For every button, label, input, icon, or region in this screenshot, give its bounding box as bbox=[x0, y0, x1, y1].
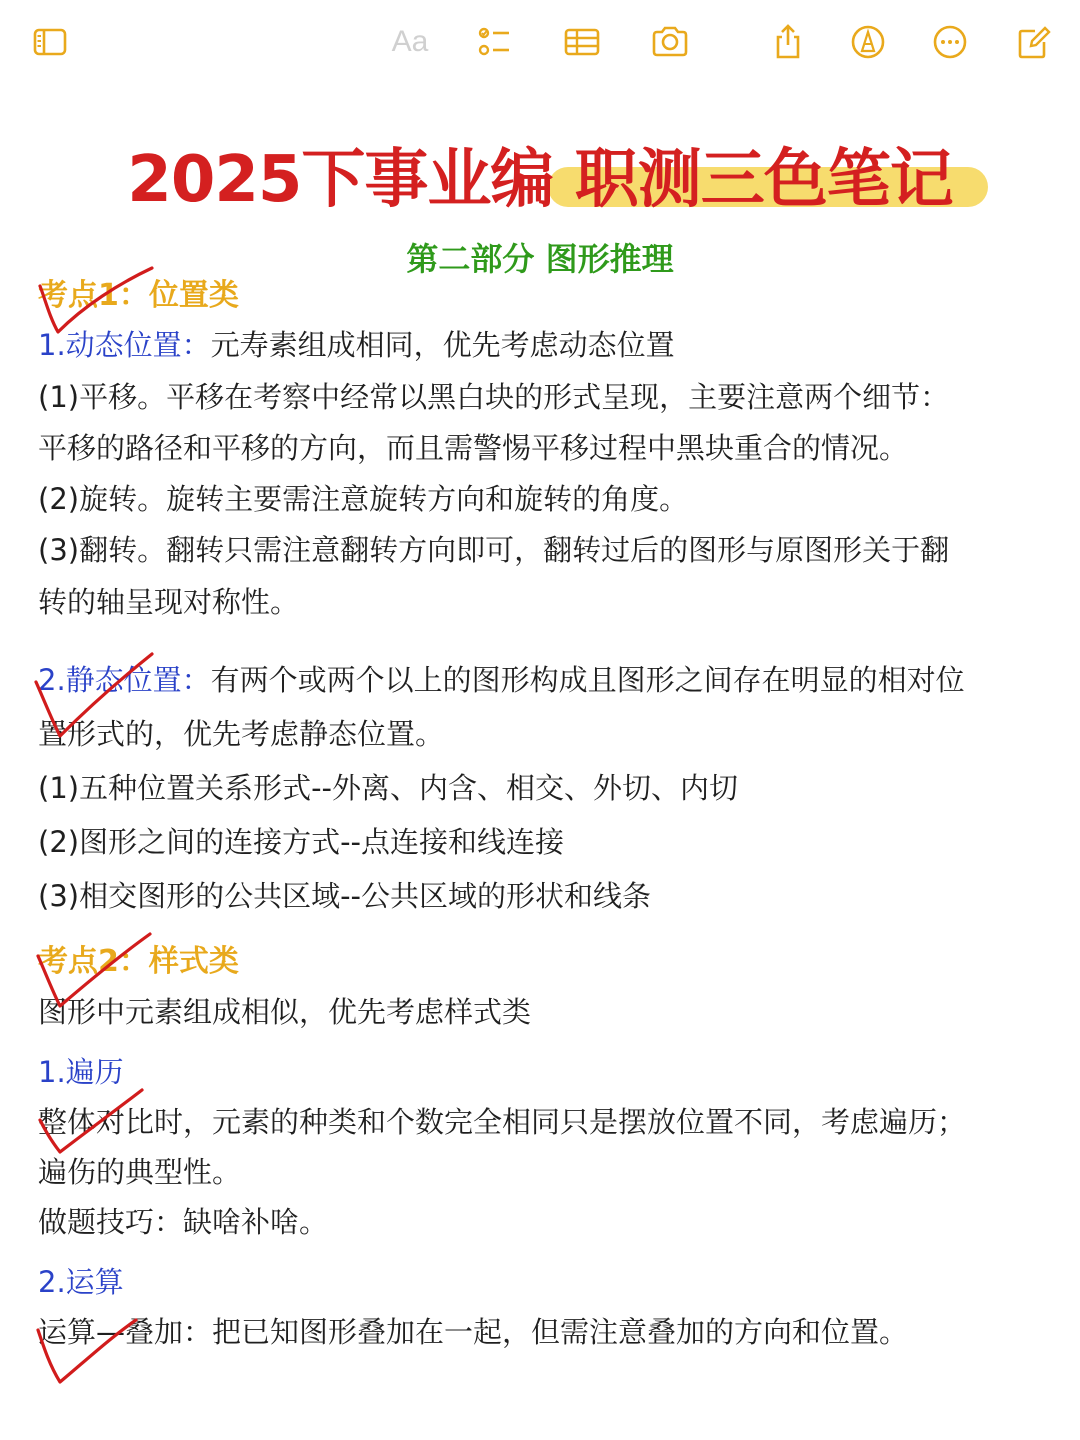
title-area bbox=[0, 128, 1080, 220]
camera-icon[interactable] bbox=[648, 20, 692, 64]
note-title: 2025下事业编 职测三色笔记 bbox=[127, 143, 953, 217]
table-icon[interactable] bbox=[560, 20, 604, 64]
style-intro: 图形中元素组成相似，优先考虑样式类 bbox=[38, 995, 532, 1029]
dynamic-position-text: 元寿素组成相同，优先考虑动态位置 bbox=[210, 328, 675, 362]
rotation-line: (2)旋转。旋转主要需注意旋转方向和旋转的角度。 bbox=[38, 482, 689, 516]
traversal-line-2: 遍伤的典型性。 bbox=[38, 1155, 242, 1189]
translation-line-2: 平移的路径和平移的方向，而且需警惕平移过程中黑块重合的情况。 bbox=[38, 431, 909, 465]
checklist-icon[interactable] bbox=[472, 20, 516, 64]
dynamic-position-label: 1.动态位置： bbox=[38, 328, 211, 362]
compose-icon[interactable] bbox=[1012, 20, 1056, 64]
traversal-line-1: 整体对比时，元素的种类和个数完全相同只是摆放位置不同，考虑遍历； bbox=[38, 1105, 967, 1139]
section2-heading: 考点2：样式类 bbox=[38, 944, 239, 979]
share-icon[interactable] bbox=[766, 20, 810, 64]
flip-line-1: (3)翻转。翻转只需注意翻转方向即可，翻转过后的图形与原图形关于翻 bbox=[38, 533, 950, 567]
note-subtitle: 第二部分 图形推理 bbox=[406, 240, 674, 278]
operation-label: 2.运算 bbox=[38, 1265, 124, 1299]
sidebar-icon[interactable] bbox=[28, 20, 72, 64]
notes-toolbar bbox=[0, 0, 1080, 84]
markup-icon[interactable] bbox=[846, 20, 890, 64]
operation-line-1: 运算—叠加：把已知图形叠加在一起，但需注意叠加的方向和位置。 bbox=[38, 1315, 909, 1349]
static-position-label: 2.静态位置： bbox=[38, 663, 211, 697]
static-position-line-2: 置形式的，优先考虑静态位置。 bbox=[38, 717, 445, 751]
traversal-tip: 做题技巧：缺啥补啥。 bbox=[38, 1205, 329, 1239]
static-position-text: 有两个或两个以上的图形构成且图形之间存在明显的相对位 bbox=[210, 663, 965, 697]
translation-line-1: (1)平移。平移在考察中经常以黑白块的形式呈现，主要注意两个细节： bbox=[38, 380, 950, 414]
format-text-button[interactable]: Aa bbox=[391, 25, 429, 58]
static-sub-3: (3)相交图形的公共区域--公共区域的形状和线条 bbox=[38, 879, 652, 913]
static-sub-2: (2)图形之间的连接方式--点连接和线连接 bbox=[38, 825, 565, 859]
static-sub-1: (1)五种位置关系形式--外离、内含、相交、外切、内切 bbox=[38, 771, 739, 805]
section1-heading: 考点1：位置类 bbox=[38, 278, 239, 313]
more-icon[interactable] bbox=[928, 20, 972, 64]
flip-line-2: 转的轴呈现对称性。 bbox=[38, 585, 300, 619]
static-position-line bbox=[38, 660, 965, 700]
dynamic-position-line bbox=[38, 325, 675, 365]
traversal-label: 1.遍历 bbox=[38, 1055, 124, 1089]
